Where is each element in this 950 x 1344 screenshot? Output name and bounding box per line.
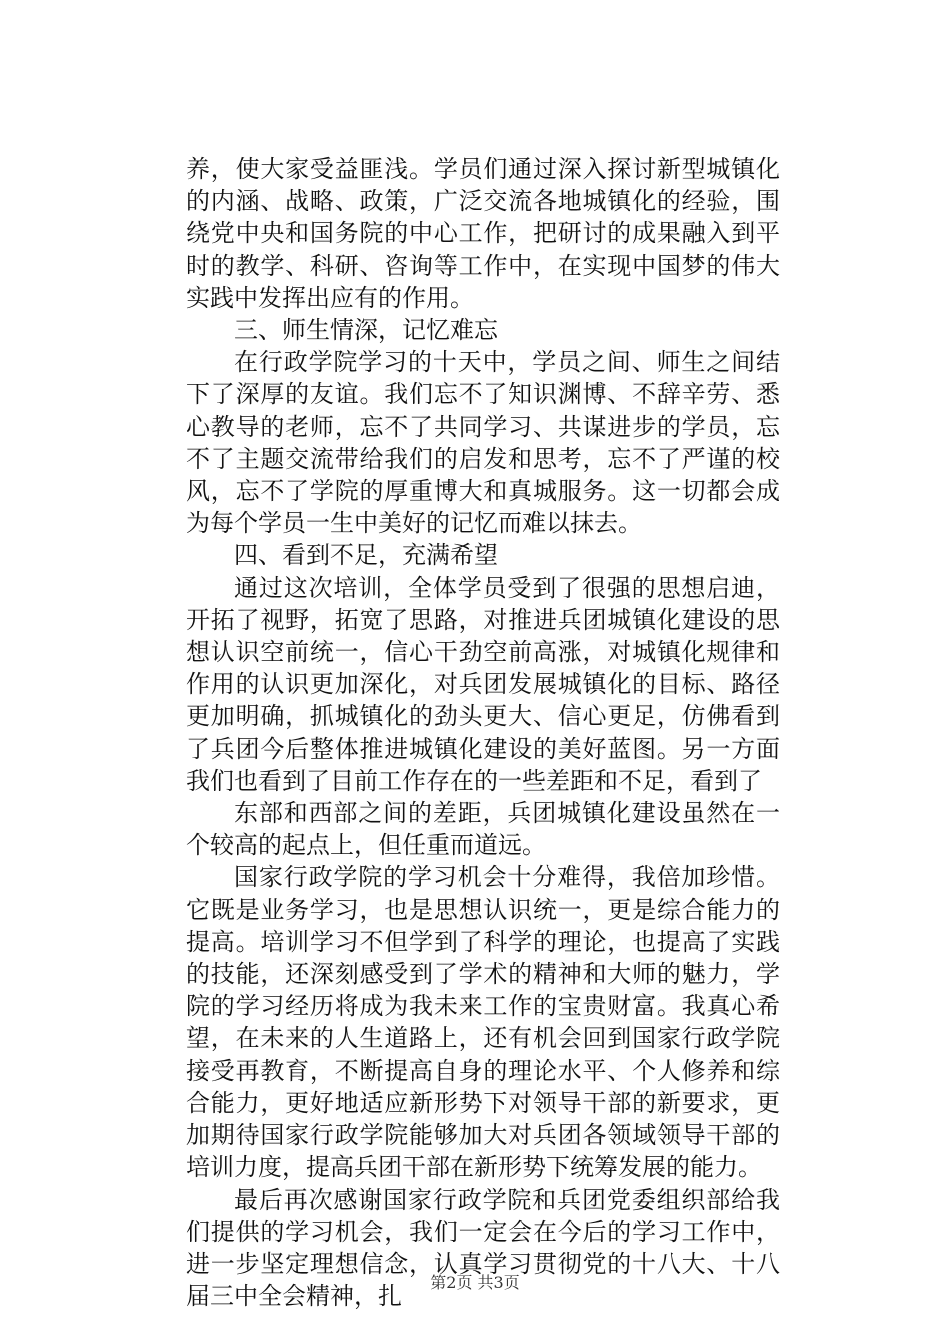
page-number-footer: 第2页 共3页 [430,1273,520,1292]
paragraph-continuation: 养，使大家受益匪浅。学员们通过深入探讨新型城镇化的内涵、战略、政策，广泛交流各地城镇化的经验，围绕党中央和国务院的中心工作，把研讨的成果融入到平时的教学、科研、咨询等工作中，在实现中国梦的伟大实践中发挥出应有的作用。 [186,155,780,312]
paragraph-east-west-gap: 东部和西部之间的差距，兵团城镇化建设虽然在一个较高的起点上，但任重而道远。 [186,799,780,860]
paragraph-closing-thanks: 最后再次感谢国家行政学院和兵团党委组织部给我们提供的学习机会，我们一定会在今后的学习工作中，进一步坚定理想信念，认真学习贯彻党的十八大、十八届三中全会精神，扎 [186,1185,780,1311]
document-body [186,153,780,1312]
section-heading-4: 四、看到不足，充满希望 [234,541,498,570]
paragraph-training-results: 通过这次培训，全体学员受到了很强的思想启迪，开拓了视野，拓宽了思路，对推进兵团城镇化建设的思想认识空前统一，信心干劲空前高涨，对城镇化规律和作用的认识更加深化，对兵团发展城镇化的目标、路径更加明确，抓城镇化的劲头更大、信心更足，仿佛看到了兵团今后整体推进城镇化建设的美好蓝图。另一方面我们也看到了目前工作存在的一些差距和不足，看到了 [186,573,780,795]
paragraph-teachers-students: 在行政学院学习的十天中，学员之间、师生之间结下了深厚的友谊。我们忘不了知识渊博、不辞辛劳、悉心教导的老师，忘不了共同学习、共谋进步的学员，忘不了主题交流带给我们的启发和思考，忘不了严谨的校风，忘不了学院的厚重博大和真城服务。这一切都会成为每个学员一生中美好的记忆而难以抹去。 [186,348,780,538]
section-heading-3: 三、师生情深，记忆难忘 [234,316,498,345]
paragraph-learning-opportunity: 国家行政学院的学习机会十分难得，我倍加珍惜。它既是业务学习，也是思想认识统一，更是综合能力的提高。培训学习不但学到了科学的理论，也提高了实践的技能，还深刻感受到了学术的精神和大师的魅力，学院的学习经历将成为我未来工作的宝贵财富。我真心希望，在未来的人生道路上，还有机会回到国家行政学院接受再教育，不断提高自身的理论水平、个人修养和综合能力，更好地适应新形势下对领导干部的新要求，更加期待国家行政学院能够加大对兵团各领域领导干部的培训力度，提高兵团干部在新形势下统筹发展的能力。 [186,863,780,1182]
